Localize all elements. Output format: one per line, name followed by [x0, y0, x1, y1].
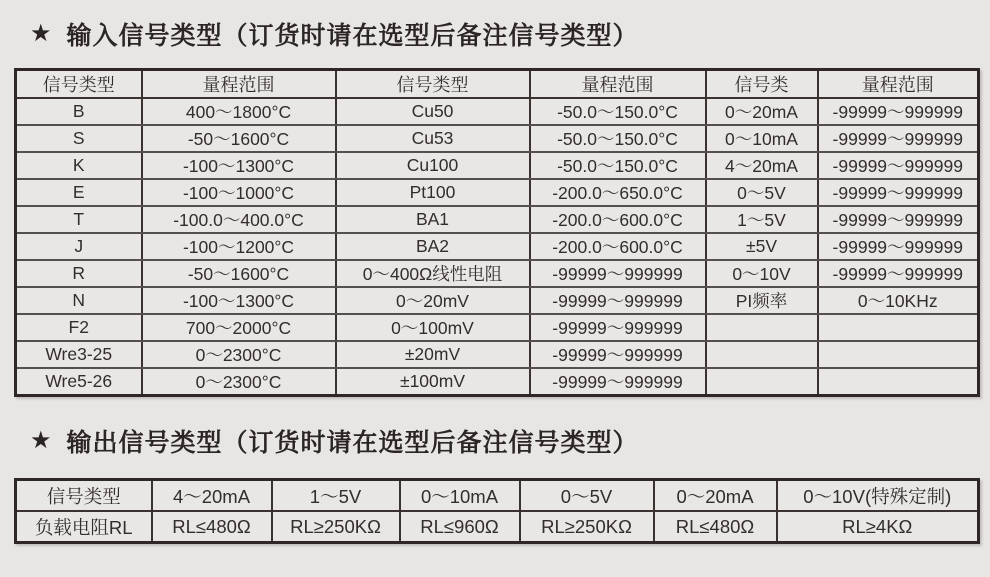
table-cell: RL≥4KΩ	[777, 511, 979, 543]
table-cell: 0～20mV	[336, 287, 530, 314]
column-header: 信号类型	[336, 70, 530, 99]
table-cell: K	[16, 152, 142, 179]
table-cell: 0～20mA	[706, 98, 818, 125]
table-cell: -50～1600°C	[142, 260, 336, 287]
table-cell: 负载电阻RL	[16, 511, 152, 543]
table-cell	[818, 341, 979, 368]
table-cell: -99999～999999	[818, 179, 979, 206]
table-cell: -100～1300°C	[142, 152, 336, 179]
table-cell: RL≥250KΩ	[272, 511, 400, 543]
table-row	[16, 179, 979, 206]
table-cell: -99999～999999	[530, 368, 706, 396]
table-cell: T	[16, 206, 142, 233]
table-cell: -99999～999999	[818, 98, 979, 125]
table-cell: Cu100	[336, 152, 530, 179]
table-cell: BA2	[336, 233, 530, 260]
table-row	[16, 206, 979, 233]
table-cell: -99999～999999	[818, 206, 979, 233]
column-header: 0～20mA	[654, 480, 777, 512]
table-cell: 4～20mA	[706, 152, 818, 179]
table-cell: -50.0～150.0°C	[530, 152, 706, 179]
table-cell: Cu53	[336, 125, 530, 152]
star-icon: ★	[30, 427, 53, 454]
output-signal-table	[14, 478, 980, 544]
table-cell	[706, 368, 818, 396]
table-row	[16, 511, 979, 543]
header-row	[16, 480, 979, 512]
table-cell: RL≤960Ω	[400, 511, 520, 543]
table-cell: RL≤480Ω	[152, 511, 272, 543]
column-header: 1～5V	[272, 480, 400, 512]
column-header: 量程范围	[818, 70, 979, 99]
table-row	[16, 98, 979, 125]
table-cell: 1～5V	[706, 206, 818, 233]
column-header: 0～10mA	[400, 480, 520, 512]
table-cell: -99999～999999	[818, 260, 979, 287]
table-cell: RL≥250KΩ	[520, 511, 654, 543]
table-cell	[818, 314, 979, 341]
table-cell: -200.0～600.0°C	[530, 206, 706, 233]
table-cell: 0～2300°C	[142, 341, 336, 368]
table-cell: R	[16, 260, 142, 287]
table-cell: Wre3-25	[16, 341, 142, 368]
table-cell: 0～10V	[706, 260, 818, 287]
input-section-title	[30, 16, 639, 52]
table-cell: 0～5V	[706, 179, 818, 206]
table-cell: ±100mV	[336, 368, 530, 396]
column-header: 0～5V	[520, 480, 654, 512]
table-cell: -100～1200°C	[142, 233, 336, 260]
table-cell: ±20mV	[336, 341, 530, 368]
table-cell: PI频率	[706, 287, 818, 314]
table-cell: -50～1600°C	[142, 125, 336, 152]
header-row	[16, 70, 979, 99]
column-header: 量程范围	[530, 70, 706, 99]
table-cell: Cu50	[336, 98, 530, 125]
column-header: 量程范围	[142, 70, 336, 99]
table-cell: Wre5-26	[16, 368, 142, 396]
table-cell: N	[16, 287, 142, 314]
table-cell: -99999～999999	[818, 233, 979, 260]
output-section-title-text: 输出信号类型（订货时请在选型后备注信号类型）	[66, 429, 639, 457]
table-cell: 0～10KHz	[818, 287, 979, 314]
table-row	[16, 287, 979, 314]
table-cell: -200.0～650.0°C	[530, 179, 706, 206]
input-signal-table	[14, 68, 980, 397]
column-header: 信号类型	[16, 480, 152, 512]
table-cell: -99999～999999	[530, 314, 706, 341]
table-cell: -100～1300°C	[142, 287, 336, 314]
table-cell: -100.0～400.0°C	[142, 206, 336, 233]
table-cell: F2	[16, 314, 142, 341]
table-cell: 0～10mA	[706, 125, 818, 152]
table-cell: 0～2300°C	[142, 368, 336, 396]
table-cell	[706, 314, 818, 341]
table-row	[16, 314, 979, 341]
output-section-title	[30, 423, 639, 459]
table-cell: RL≤480Ω	[654, 511, 777, 543]
input-section-title-text: 输入信号类型（订货时请在选型后备注信号类型）	[66, 22, 639, 50]
table-cell: -50.0～150.0°C	[530, 125, 706, 152]
table-cell: 0～100mV	[336, 314, 530, 341]
table-cell	[818, 368, 979, 396]
table-row	[16, 152, 979, 179]
table-cell: -99999～999999	[530, 341, 706, 368]
column-header: 信号类型	[16, 70, 142, 99]
table-cell: 0～400Ω线性电阻	[336, 260, 530, 287]
table-row	[16, 233, 979, 260]
table-cell: BA1	[336, 206, 530, 233]
table-cell: -100～1000°C	[142, 179, 336, 206]
star-icon: ★	[30, 20, 53, 47]
table-cell: B	[16, 98, 142, 125]
table-cell: E	[16, 179, 142, 206]
table-cell: -99999～999999	[818, 152, 979, 179]
table-cell: J	[16, 233, 142, 260]
table-cell: -50.0～150.0°C	[530, 98, 706, 125]
table-row	[16, 341, 979, 368]
table-cell	[706, 341, 818, 368]
table-cell: -99999～999999	[530, 260, 706, 287]
table-cell: 400～1800°C	[142, 98, 336, 125]
table-cell: 700～2000°C	[142, 314, 336, 341]
table-cell: S	[16, 125, 142, 152]
column-header: 4～20mA	[152, 480, 272, 512]
column-header: 0～10V(特殊定制)	[777, 480, 979, 512]
table-cell: -99999～999999	[818, 125, 979, 152]
table-cell: Pt100	[336, 179, 530, 206]
table-row	[16, 260, 979, 287]
table-cell: ±5V	[706, 233, 818, 260]
table-row	[16, 368, 979, 396]
table-cell: -200.0～600.0°C	[530, 233, 706, 260]
column-header: 信号类	[706, 70, 818, 99]
table-row	[16, 125, 979, 152]
table-cell: -99999～999999	[530, 287, 706, 314]
